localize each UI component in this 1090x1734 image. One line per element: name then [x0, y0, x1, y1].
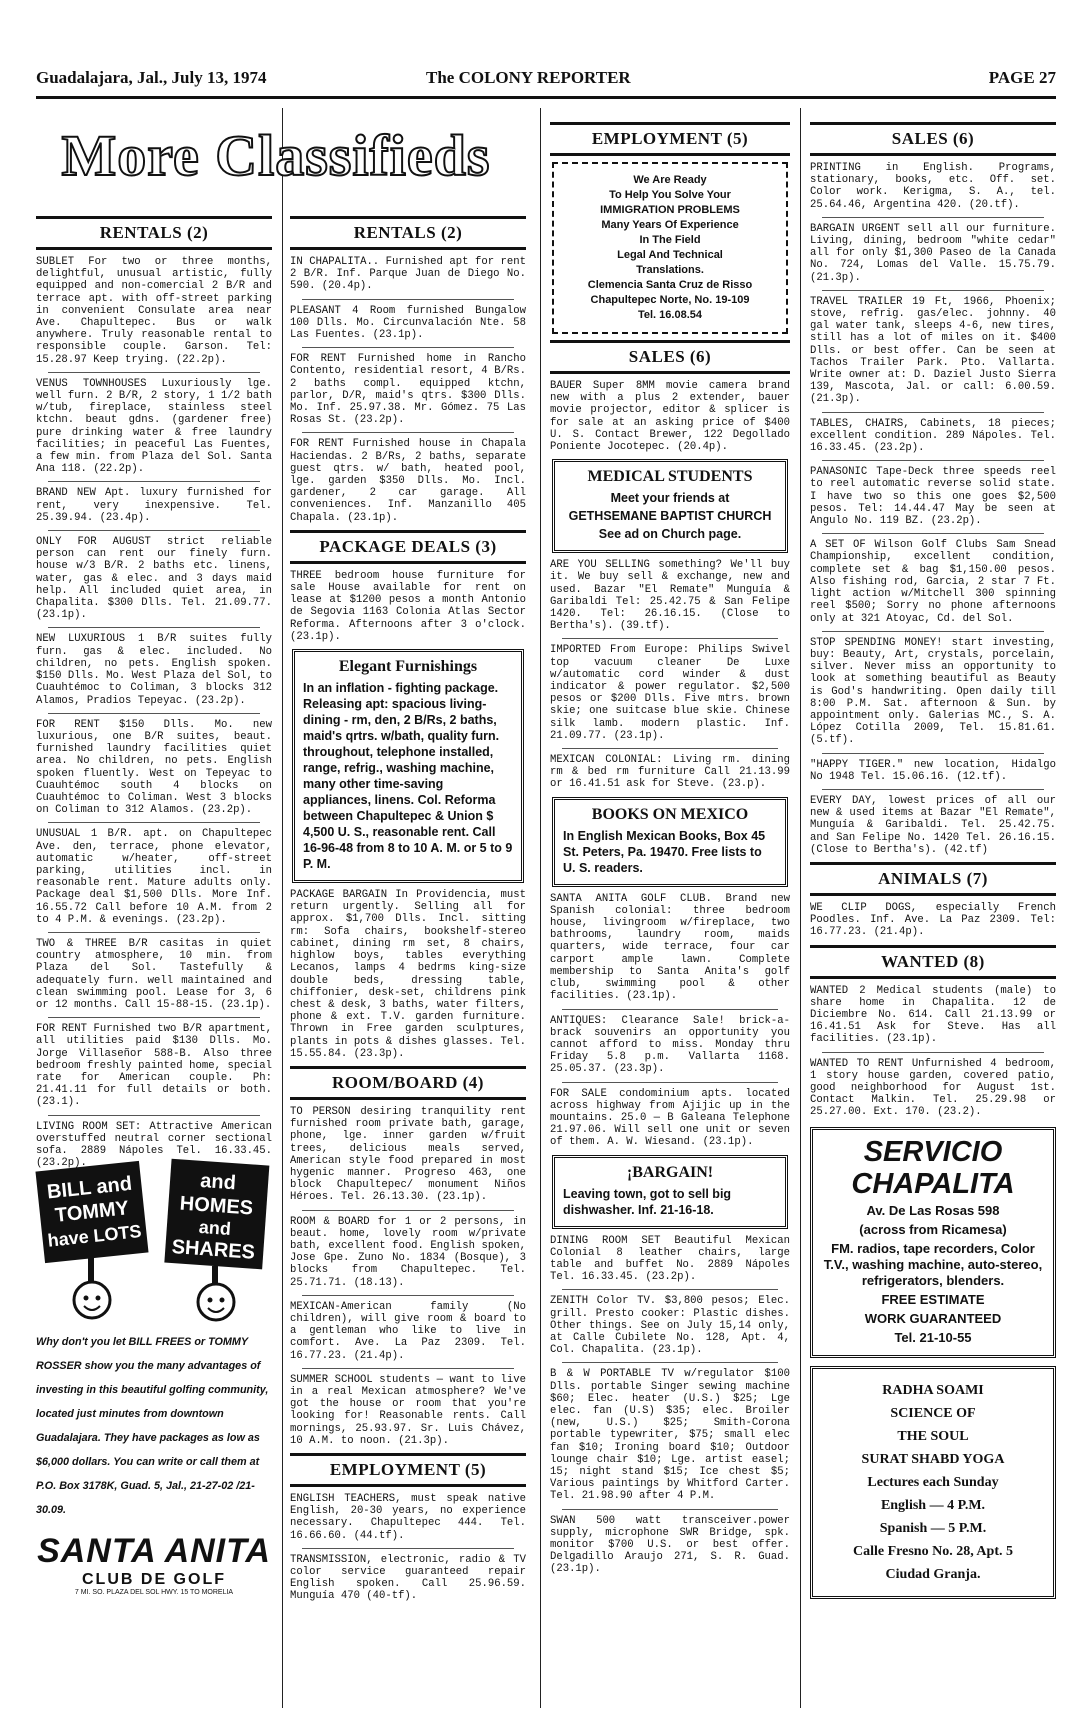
ad-separator — [822, 290, 1044, 291]
radha-line: Lectures each Sunday — [867, 1474, 999, 1490]
column-rule — [282, 108, 283, 1708]
classified-ad: ARE YOU SELLING something? We'll buy it. We buy sell & exchange, new and used. Bazar "El Remate" Munguía & Garibaldi Tel: 25.42.75 & San Felipe 1420. Tel: 26.16.15. (Close to Bertha's). (39.tf). — [550, 559, 790, 633]
classified-ad: TWO & THREE B/R casitas in quiet country atmosphere, 10 min. from Plaza del Sol. Tastefully & adequately furn. well maintained and clean swimming pool. Lease for 3, 6 or 12 months. Call 15-88-15. (23.1p). — [36, 937, 272, 1011]
classified-ad: FOR RENT $150 Dlls. Mo. new luxurious, one B/R suites, beaut. furnished laundry facilities quiet area. No children, no pets. English spoken fluently. West on Tepeyac to Cuauhtémoc south 4 blocks on Cuauhtémoc to Coliman. West 3 blocks on Coliman to 312 Alamos. (23.2p). — [36, 718, 272, 817]
immigration-line: IMMIGRATION PROBLEMS — [600, 204, 740, 216]
svg-text:SHARES: SHARES — [171, 1236, 256, 1264]
classified-ad: VENUS TOWNHOUSES Luxuriously lge. well furn. 2 B/R, 2 story, 1 1/2 bath w/tub, fireplace, stainless steel ktchn. beaut gdns. (gardener free) pure drinking water & free laundry facilities; in peaceful Las Fuentes, a few min. from Plaza del Sol. Santa Ana 118. (22.2p). — [36, 377, 272, 476]
logo-subtitle: CLUB DE GOLF — [82, 1571, 226, 1588]
classified-ad: FOR RENT Furnished home in Rancho Contento, residential resort, 4 B/Rs. 2 baths compl. equipped ktchn, parlor, D/R, maid's qtrs. $300 Dlls. Mo. Inf. 25.97.38. Mr. Gómez. 75 Las Rosas St. (23.2p). — [290, 353, 526, 427]
ad-separator — [562, 1289, 778, 1290]
section-header-rentals: RENTALS (2) — [36, 216, 272, 250]
classified-ad: WANTED TO RENT Unfurnished 4 bedroom, 1 story house garden, covered patio, good neighborhood for August 1st. Contact Malkin. Tel. 25.29.98 or 25.27.00. Ext. 170. (23.2). — [810, 1057, 1056, 1119]
logo-address: 7 MI. SO. PLAZA DEL SOL HWY. 15 TO MORELIA — [74, 1589, 234, 1596]
classified-ad: TO PERSON desiring tranquility rent furnished room private bath, garage, phone, lge. inner garden w/fruit trees, delicious meals served, American style food prepared in most hygenic manner. Progreso 463, one block Chapultepec/ monument Niños Héroes. Tel. 26.13.30. (23.1p). — [290, 1105, 526, 1204]
immigration-line: Legal And Technical — [617, 249, 723, 261]
column-4 — [810, 116, 1056, 1710]
ad-separator — [822, 1052, 1044, 1053]
classified-ad: DINING ROOM SET Beautiful Mexican Colonial 8 leather chairs, large table and buffet No. 2889 Nápoles Tel. 16.33.45. (23.2p). — [550, 1234, 790, 1284]
ad-separator — [48, 627, 260, 628]
classified-ad: PRINTING in English. Programs, stationary, books, etc. Off. set. Color work. Kerigma, S. A., tel. 25.64.46, Argentina 420. (20.tf). — [810, 162, 1056, 211]
svg-text:and: and — [199, 1169, 237, 1195]
radha-line: Ciudad Granja. — [885, 1566, 981, 1582]
books-on-mexico-ad — [552, 797, 788, 887]
box-title: Elegant Furnishings — [338, 658, 478, 676]
sign-bill-tommy-icon — [36, 1160, 148, 1330]
classified-list — [550, 559, 790, 790]
box-line: GETHSEMANE BAPTIST CHURCH — [568, 509, 772, 524]
classified-ad: BRAND NEW Apt. luxury furnished for rent, very inexpensive. Tel. 25.39.94. (23.4p). — [36, 487, 272, 524]
classified-ad: FOR RENT Furnished house in Chapala Haciendas. 2 B/Rs, 2 baths, separate guest qtrs. w/ bath, heated pool, lge. garden $350 Dlls. Mo. Incl. gardener, 2 car garage. All conveniences. Inf. Manzanillo 405 Chapala. (23.1p). — [290, 438, 526, 524]
classified-ad: TRAVEL TRAILER 19 Ft, 1966, Phoenix; stove, refrig. gas/elec. johnny. 40 gal water tank, sleeps 4-6, new tires, still has a lot of miles on it. $400 Dlls. or best offer. Can be seen at Tachos Trailer Park. Pto. Vallarta. Write owner at: D. Daziel Justo Sierra 139, Mascota, Jal. or call: 6.00.59. (21.3p). — [810, 295, 1056, 406]
santa-anita-ad — [36, 1160, 272, 1700]
radha-line: THE SOUL — [897, 1428, 969, 1444]
classified-list — [550, 1235, 790, 1576]
box-text: Leaving town, got to sell big dishwasher. Inf. 21-16-18. — [563, 1186, 732, 1217]
classified-ad: BARGAIN URGENT sell all our furniture. Living, dining, bedroom "white cedar" all for only $1,300 Paseo de la Canada No. 724, Lomas del Valle. 15.75.79. (21.3p). — [810, 222, 1056, 284]
classified-ad: IN CHAPALITA.. Furnished apt for rent 2 B/R. Inf. Parque Juan de Diego No. 590. (20.4p). — [290, 256, 526, 293]
section-header-package-deals: PACKAGE DEALS (3) — [290, 530, 526, 564]
serv-body: FM. radios, tape recorders, Color T.V., washing machine, auto-stereo, refrigerators, blenders. — [823, 1240, 1043, 1288]
classified-ad: UNUSUAL 1 B/R. apt. on Chapultepec Ave. den, terrace, phone elevator, automatic w/heater, off-street parking, utilities incl. in reasonable rent. Mature adults only. Package deal $1,500 Dlls. More Inf. 16.55.72 Call before 10 A.M. from 2 to 4 P.M. & evenings. (23.2p). — [36, 828, 272, 926]
ad-separator — [822, 460, 1044, 461]
classified-list — [810, 902, 1056, 939]
classified-list — [550, 380, 790, 453]
radha-line: English — 4 P.M. — [880, 1497, 986, 1513]
immigration-line: Chapultepec Norte, No. 19-109 — [590, 294, 750, 306]
serv-address: Av. De Las Rosas 598 — [866, 1202, 1000, 1218]
box-title: BOOKS ON MEXICO — [591, 805, 749, 823]
classified-ad: ONLY FOR AUGUST strict reliable person can rent our finely furn. house w/3 B/R. 2 baths etc. linens, water, gas & elec. and 3 days maid help. All included quiet area, in Chapalita. $300 Dlls. Tel. 21.09.77. (23.1p). — [36, 536, 272, 622]
ad-separator — [562, 638, 778, 639]
ad-separator — [302, 299, 514, 300]
box-line: Meet your friends at — [610, 491, 730, 506]
box-title: MEDICAL STUDENTS — [587, 468, 753, 486]
serv-title-1: SERVICIO — [863, 1135, 1003, 1168]
svg-text:and: and — [198, 1216, 232, 1240]
radha-line: SCIENCE OF — [890, 1405, 976, 1421]
ad-separator — [302, 347, 514, 348]
classified-list — [290, 889, 526, 1060]
serv-guarantee: WORK GUARANTEED — [864, 1310, 1002, 1326]
box-text: In English Mexican Books, Box 45 St. Peters, Pa. 19470. Free lists to U. S. readers. — [563, 828, 766, 875]
column-2 — [290, 210, 526, 1710]
classified-ad: FOR SALE condominium apts. located across highway from Ajijic up in the mountains. 25.0 — B Galeana Telephone 21.97.06. Will sell one unit or seven of them. A. W. Wiesand. (23.1p). — [550, 1087, 790, 1149]
logo-title: SANTA ANITA — [37, 1532, 271, 1570]
classified-list — [810, 985, 1056, 1119]
section-header-animals: ANIMALS (7) — [810, 862, 1056, 896]
classified-ad: LIVING ROOM SET: Attractive American overstuffed neutral corner sectional sofa. 2889 Nápoles Tel. 16.33.45. (23.2p). — [36, 1120, 272, 1170]
serv-address-2: (across from Ricamesa) — [859, 1221, 1007, 1237]
classified-ad: PLEASANT 4 Room furnished Bungalow 100 Dlls. Mo. Circunvalación Nte. 58 Las Fuentes. (23.1p). — [290, 304, 526, 342]
section-header-employment: EMPLOYMENT (5) — [290, 1453, 526, 1487]
classified-ad: WE CLIP DOGS, especially French Poodles. Inf. Ave. La Paz 2309. Tel: 16.77.23. (21.4p). — [810, 901, 1056, 939]
promo-text: Why don't you let BILL FREES or TOMMY ROSSER show you the many advantages of investing in this beautiful golfing community, located just minutes from downtown Guadalajara. They have packages as low as $6,000 dollars. You can write or call them at P.O. Box 3178K, Guad. 5, Jal., 21-27-02 /21-30.09. — [36, 1336, 269, 1516]
servicio-chapalita-ad — [810, 1127, 1056, 1358]
serv-title-2: CHAPALITA — [851, 1167, 1015, 1200]
classified-ad: SUBLET For two or three months, delightful, unusual artistic, fully equipped and non-comercial 2 B/R and terrace apt. with off-street parking in convenient Consulate area near Ave. Chapultepec. Bus or walk anywhere. Truly reasonable rental to responsible couple. Garson. Tel: 15.28.97 Keep trying. (22.2p). — [36, 256, 272, 366]
radha-soami-ad — [810, 1366, 1056, 1599]
classified-ad: ANTIQUES: Clearance Sale! brick-a-brack souvenirs an opportunity you cannot afford to miss. Monday thru Friday 5.8 p.m. Vallarta 1168. 25.05.37. (23.3p). — [550, 1014, 790, 1076]
classified-ad: TRANSMISSION, electronic, radio & TV color service guaranteed repair English spoken. Call 25.96.59. Munguía 470 (40-tf). — [290, 1553, 526, 1603]
paper-name: The COLONY REPORTER — [426, 68, 631, 87]
ad-separator — [562, 1509, 778, 1510]
ad-separator — [48, 1115, 260, 1116]
radha-line: Calle Fresno No. 28, Apt. 5 — [853, 1543, 1013, 1559]
ad-separator — [302, 1368, 514, 1369]
medical-students-ad — [552, 459, 788, 553]
classified-list — [290, 1493, 526, 1603]
classified-ad: IMPORTED From Europe: Philips Swivel top vacuum cleaner De Luxe w/automatic cord winder & dust indicator & power regulator. $2,500 pesos or $200 Dlls. Five mtrs. brown skie; one suitcase blue skie. Chinese silk lamb. modern plastic. Inf. 21.09.77. (23.1p). — [550, 644, 790, 742]
ad-separator — [822, 412, 1044, 413]
radha-line: Spanish — 5 P.M. — [879, 1520, 987, 1536]
classified-ad: PACKAGE BARGAIN In Providencia, must return urgently. Selling all for approx. $1,700 Dlls. Incl. sitting rm: Sofa chairs, bookshelf-stereo cabinet, dining rm set, 8 chairs, highlow boys, tables everything Lecanos, lamps 4 bedrms king-size double beds, dressing table, chiffonier, desk-set, childrens pink chest & desk, 3 baths, water filters, phone & ext. T.V. garden furniture. Thrown in Free garden sculptures, plants in pots & dishes glasses. Tel. 15.55.84. (23.3p). — [290, 889, 526, 1060]
page-number: PAGE 27 — [988, 68, 1056, 87]
ad-separator — [822, 789, 1044, 790]
immigration-line: Translations. — [636, 264, 704, 276]
classified-ad: BAUER Super 8MM movie camera brand new with a plus 2 extender, bauer movie projector, editor & splicer is for sale at an asking price of $400 U. S. Contact Brewer, 122 Degollado Poniente Jocotepec. (20.4p). — [550, 380, 790, 454]
dateline: Guadalajara, Jal., July 13, 1974 — [36, 68, 267, 87]
column-rule — [540, 108, 541, 1708]
classified-ad: MEXICAN COLONIAL: Living rm. dining rm & bed rm furniture Call 21.13.99 or 16.41.51 ask for Steve. (23.p). — [550, 754, 790, 791]
svg-text:HOMES: HOMES — [179, 1192, 254, 1220]
radha-line: SURAT SHABD YOGA — [861, 1451, 1005, 1467]
ad-separator — [48, 530, 260, 531]
box-text: In an inflation - fighting package. Releasing apt: spacious living-dining - rm, den, 2 B/Rs, 2 baths, maid's qrtrs. w/bath, quality furn. throughout, telephone installed, range, refrig., washing machine, many other time-saving appliances, linens. Col. Reforma between Chapultepec & Union $ 4,500 U. S., reasonable rent. Call 16-96-48 from 8 to 10 A. M. or 5 to 9 P. M. — [303, 681, 513, 872]
classified-ad: WANTED 2 Medical students (male) to share home in Chapalita. 12 de Diciembre No. 614. Call 21.13.99 or 16.41.51 Ask for Steve. Has all facilities. (23.1p). — [810, 984, 1056, 1046]
ad-separator — [48, 1017, 260, 1018]
ad-separator — [822, 533, 1044, 534]
section-header-employment: EMPLOYMENT (5) — [550, 122, 790, 156]
ad-separator — [562, 748, 778, 749]
masthead — [36, 68, 1056, 94]
santa-anita-logo — [36, 1532, 272, 1596]
serv-phone: Tel. 21-10-55 — [894, 1329, 972, 1345]
ad-separator — [48, 932, 260, 933]
classified-ad: EVERY DAY, lowest prices of all our new & used items at Bazar "El Remate", Munguía & Garibaldi. Tel. 25.42.75. and San Felipe No. 1420 Tel. 26.16.15. (Close to Bertha's). (42.tf) — [810, 794, 1056, 856]
svg-text:TOMMY: TOMMY — [54, 1197, 130, 1227]
ad-separator — [48, 713, 260, 714]
immigration-line: Clemencia Santa Cruz de Risso — [587, 279, 753, 291]
classified-ad: TABLES, CHAIRS, Cabinets, 18 pieces; excellent condition. 289 Nápoles. Tel. 16.33.45. (23.2p). — [810, 417, 1056, 455]
section-header-sales: SALES (6) — [550, 340, 790, 374]
ad-separator — [562, 1082, 778, 1083]
bargain-ad — [552, 1155, 788, 1229]
classified-ad: PANASONIC Tape-Deck three speeds reel to reel automatic reverse solid state. I have two so this one goes $2,500 pesos. Tel: 14.44.47 May be seen at Angulo No. 119 BZ. (23.2p). — [810, 466, 1056, 528]
serv-estimate: FREE ESTIMATE — [881, 1291, 985, 1307]
classified-ad: SANTA ANITA GOLF CLUB. Brand new Spanish colonial: three bedroom house, livingroom w/fireplace, two bathrooms, laundry room, maids quarters, wide terrace, four car carport ample lawn. Complete membership to Santa Anita's golf club, swimming pool & other facilities. (23.1p). — [550, 892, 790, 1003]
elegant-furnishings-ad — [292, 649, 524, 883]
radha-line: RADHA SOAMI — [882, 1382, 984, 1398]
classified-ad: FOR RENT Furnished two B/R apartment, all utilities paid $130 Dlls. Mo. Jorge Villaseñor 588-B. Also three bedroom freshly painted home, special rate for American couple. Ph: 21.41.11 for full details or both. (23.1). — [36, 1023, 272, 1109]
classified-list — [290, 570, 526, 643]
ad-separator — [562, 1362, 778, 1363]
section-header-sales: SALES (6) — [810, 122, 1056, 156]
classified-ad: SWAN 500 watt transceiver.power supply, microphone SWR Bridge, spk. monitor $700 U.S. or best offer. Delgadillo Araujo 271, S. R. Guad. (23.1p). — [550, 1514, 790, 1576]
classified-list — [290, 256, 526, 524]
ad-separator — [822, 217, 1044, 218]
ad-separator — [48, 822, 260, 823]
classified-ad: SUMMER SCHOOL students — want to live in a real Mexican atmosphere? We've got the house or room that you're looking for! Reasonable rents. Call mornings, 25.93.97. Sr. Luis Chávez, 10 A.M. to noon. (21.3p). — [290, 1373, 526, 1447]
signs — [36, 1160, 272, 1330]
classified-ad: ENGLISH TEACHERS, must speak native English, 20-30 years, no experience necessary. Chapultepec 444. Tel. 16.66.60. (44.tf). — [290, 1493, 526, 1542]
section-header-rentals: RENTALS (2) — [290, 216, 526, 250]
ad-separator — [302, 1548, 514, 1549]
ad-separator — [822, 631, 1044, 632]
classified-ad: B & W PORTABLE TV w/regulator $100 Dlls. portable Singer sewing machine $60; Elec. heater (U.S.) $25; Lge elec. fan (U.S) $35; elec. Broiler (new, U.S.) $25; Smith-Corona portable typewriter, $75; small elec fan $10; Ironing board $10; Outdoor lounge chair $10; Lge. artist easel; 15; night stand $15; Ice chest $5; Various paintings by Whitford Carter. Tel. 21.98.90 after 4 P.M. — [550, 1368, 790, 1503]
ad-separator — [48, 481, 260, 482]
classified-ad: THREE bedroom house furniture for sale House available for rent on lease at $1200 pesos a month Antonio de Segovia 1163 Colonia Atlas Sector Reforma. Afternoons after 3 o'clock. (23.1p). — [290, 569, 526, 643]
svg-text:have LOTS: have LOTS — [46, 1221, 143, 1251]
classified-ad: A SET OF Wilson Golf Clubs Sam Snead Championship, excellent condition, complete set & bag $1,150.00 pesos. Also fishing rod, Garcia, 2 star 7 Ft. light action w/Mitchell 300 spinning reel $500; Sorry no phone afternoons only at 321 Atoyac, Cd. del Sol. — [810, 539, 1056, 625]
column-1 — [36, 210, 272, 1170]
box-line: See ad on Church page. — [598, 527, 742, 542]
ad-separator — [562, 1009, 778, 1010]
immigration-ad — [552, 162, 788, 334]
top-rule — [36, 96, 1056, 99]
ad-separator — [302, 1295, 514, 1296]
immigration-line: We Are Ready — [633, 174, 707, 186]
classified-ad: NEW LUXURIOUS 1 B/R suites fully furn. gas & elec. included. No children, no pets. English spoken. $150 Dlls. Mo. West Plaza del Sol, to Cuauhtémoc to Coliman, 3 blocks 312 Alamos, Pradios Tepeyac. (23.2p). — [36, 633, 272, 707]
column-3 — [550, 116, 790, 1710]
immigration-line: Many Years Of Experience — [601, 219, 739, 231]
classified-list — [36, 256, 272, 1169]
classified-ad: "HAPPY TIGER." new location, Hidalgo No 1948 Tel. 15.06.16. (12.tf). — [810, 758, 1056, 783]
ad-separator — [48, 372, 260, 373]
immigration-line: Tel. 16.08.54 — [637, 309, 702, 321]
ad-separator — [302, 432, 514, 433]
column-rule — [800, 108, 801, 1708]
ad-separator — [822, 753, 1044, 754]
section-title: More Classifieds — [61, 123, 491, 188]
section-header-room-board: ROOM/BOARD (4) — [290, 1066, 526, 1100]
immigration-line: In The Field — [639, 234, 701, 246]
classified-list — [810, 162, 1056, 856]
classified-list — [290, 1106, 526, 1447]
classified-ad: MEXICAN-American family (No children), will give room & board to a gentleman who like to live in comfort. Ave. La Paz 2309. Tel. 16.77.23. (21.4p). — [290, 1300, 526, 1362]
classified-ad: ROOM & BOARD for 1 or 2 persons, in beaut. home, lovely room w/private bath, excellent food. English spoken, Jose Gpe. Zuno No. 1834 (Bosque), 3 blocks from Chapultepec. Tel. 25.71.71. (18.13). — [290, 1215, 526, 1289]
sign-homes-shares-icon — [160, 1160, 272, 1330]
svg-text:BILL and: BILL and — [45, 1172, 134, 1204]
section-header-wanted: WANTED (8) — [810, 945, 1056, 979]
box-title: ¡BARGAIN! — [626, 1163, 714, 1181]
immigration-line: To Help You Solve Your — [609, 189, 731, 201]
classified-ad: ZENITH Color TV. $3,800 pesos; Elec. grill. Presto cooker: Plastic dishes. Other things. See on July 15,14 only, at Calle Cubilete No. 128, Apt. 4, Col. Chapalita. (23.1p). — [550, 1295, 790, 1357]
ad-separator — [302, 1210, 514, 1211]
classified-ad: STOP SPENDING MONEY! start investing, buy: Beauty, Art, crystals, porcelain, silver. Never miss an opportunity to look at something beautiful as Beauty is God's handwriting. Open daily till 8:00 P.M. Sat. afternoon & Sun. by appointment only. Galerias MC., S. A. López Cotilla 2009, Tel. 15.81.61. (5.tf). — [810, 636, 1056, 747]
classified-list — [550, 893, 790, 1149]
